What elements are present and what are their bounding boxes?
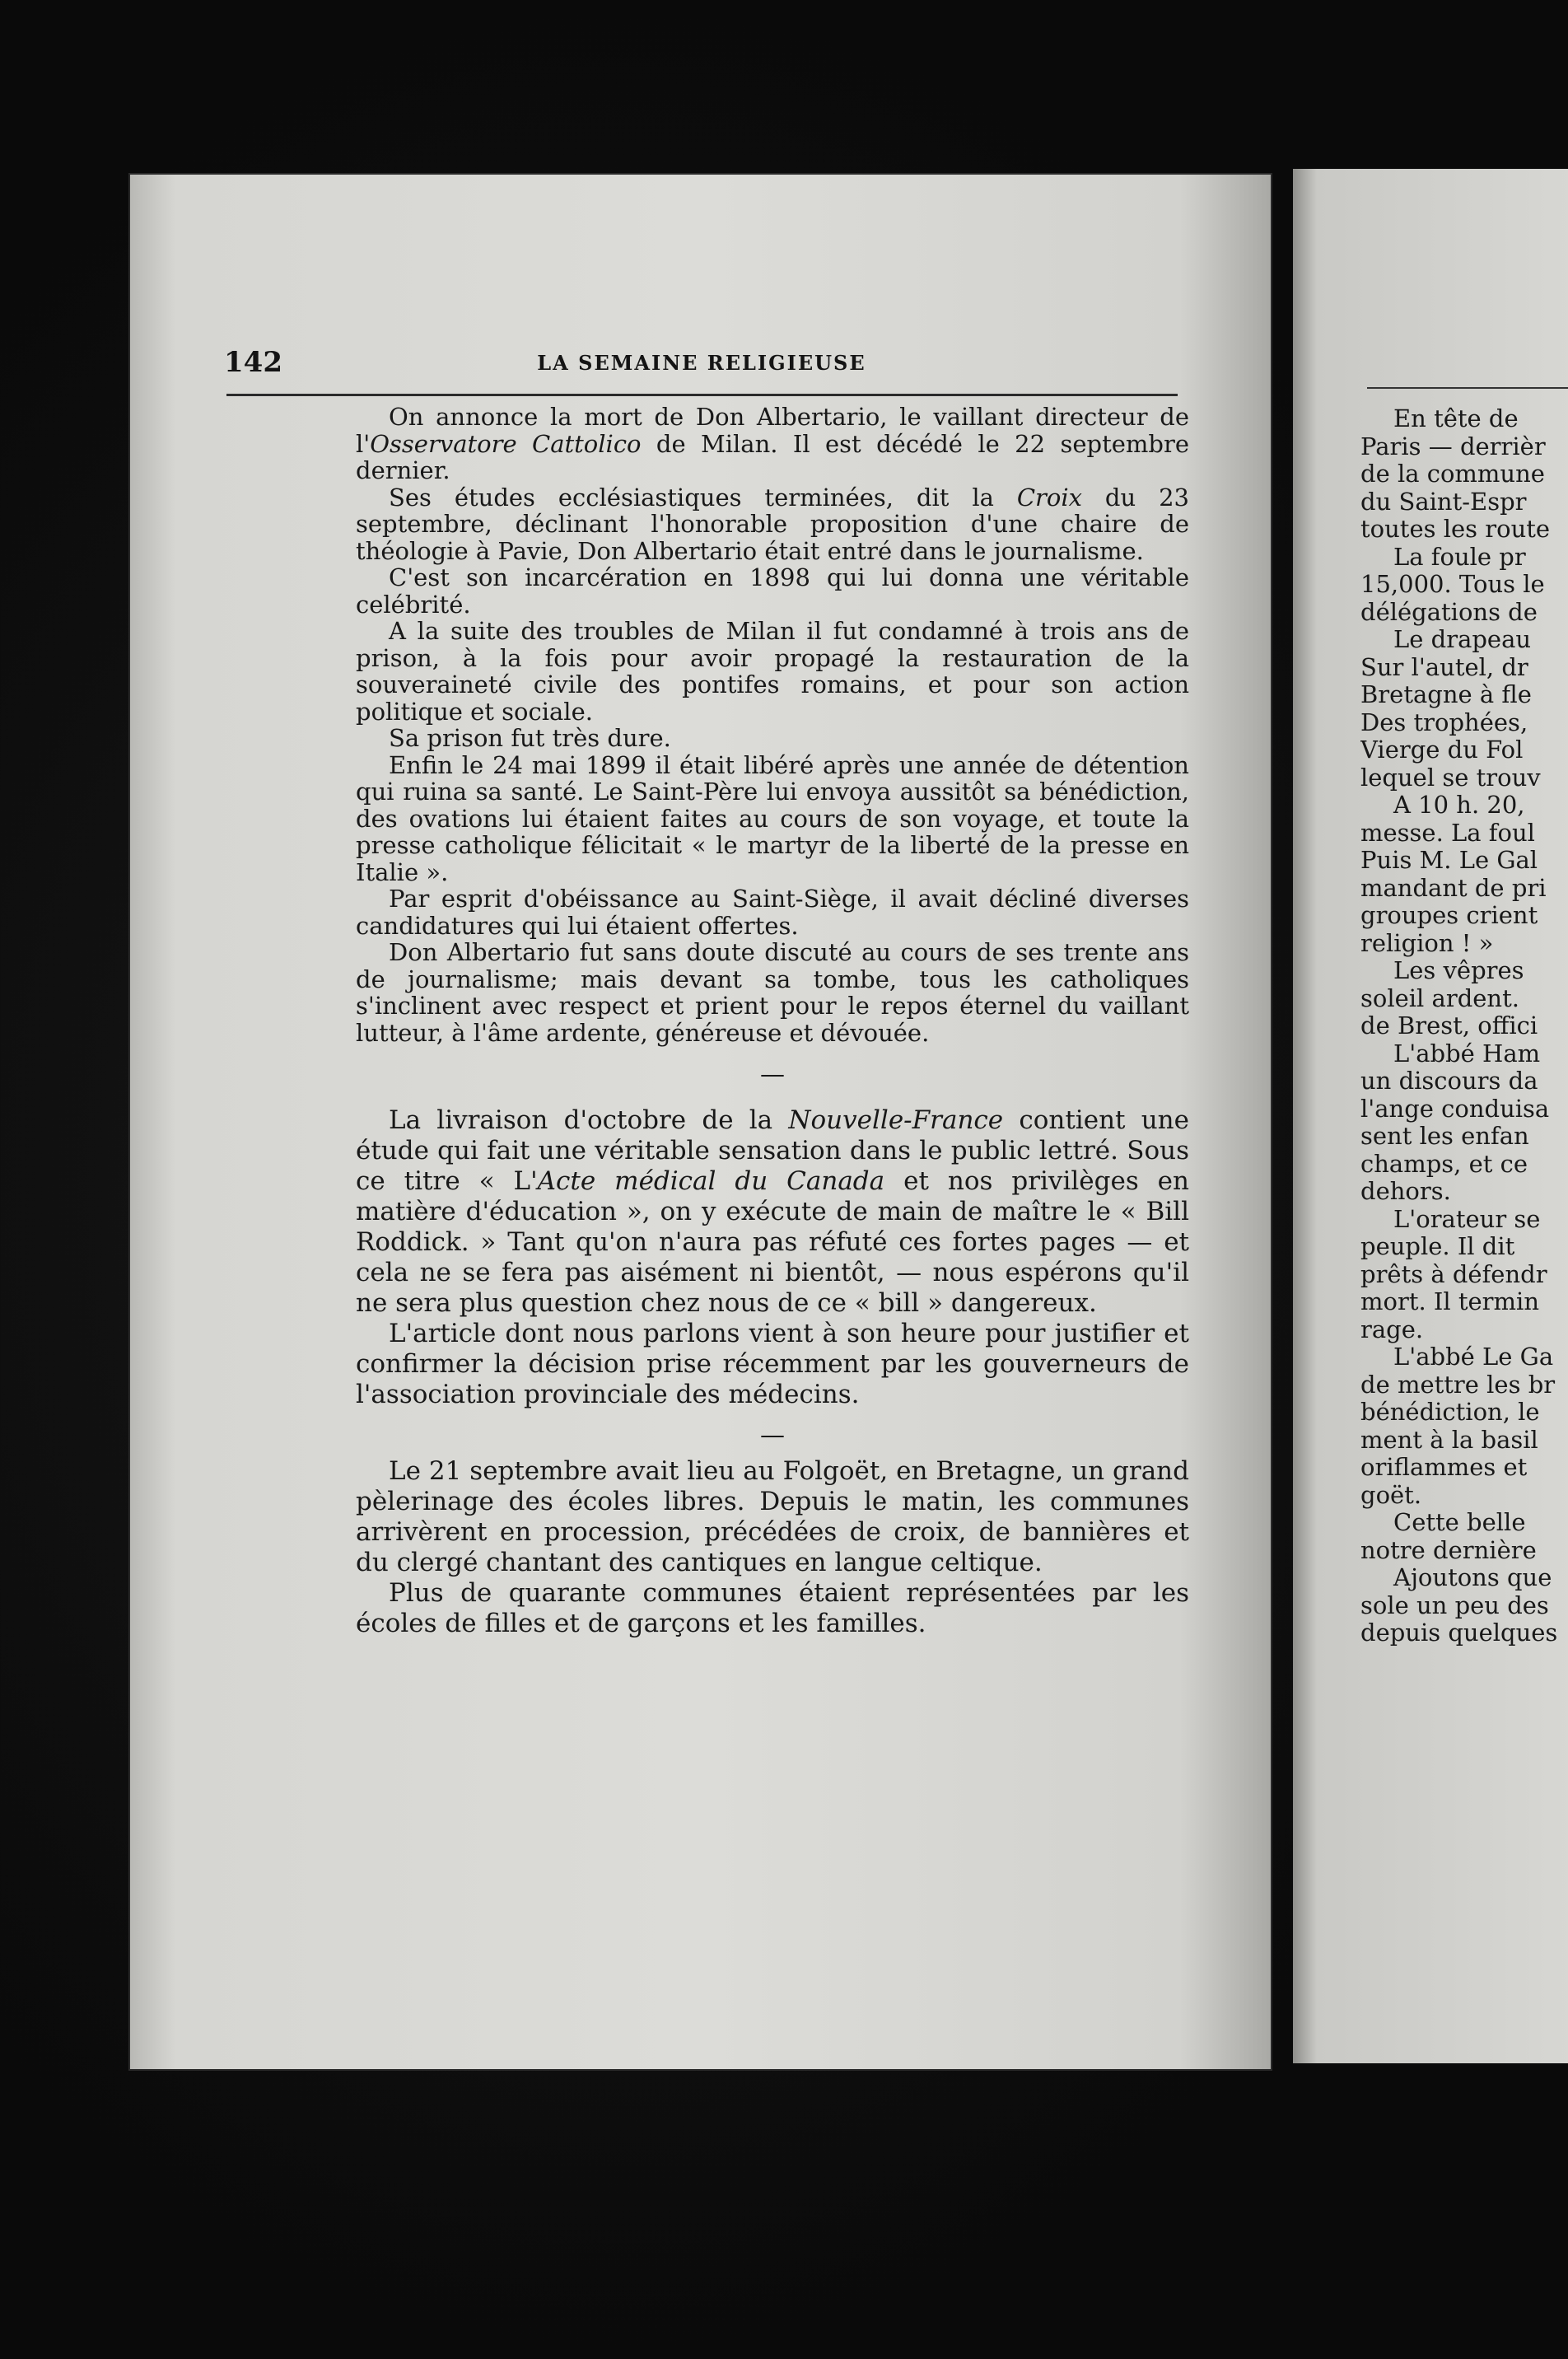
facing-page-line: groupes crient [1360, 901, 1538, 929]
facing-page-line: Vierge du Fol [1360, 736, 1524, 764]
paragraph: Don Albertario fut sans doute discuté au cours de ses trente ans de journalisme; mais devant sa tombe, tous les catholiques s'inclinent avec respect et prient pour le repos éternel du vaillant lutteur, à l'âme ardente, généreuse et dévouée. [356, 938, 1189, 1047]
main-text-column [356, 404, 1189, 1639]
facing-page-rule [1367, 387, 1568, 389]
facing-page-line: ment à la basil [1360, 1425, 1538, 1454]
facing-page-line: goët. [1360, 1480, 1422, 1509]
facing-page-line: peuple. Il dit [1360, 1232, 1515, 1260]
facing-page-line: soleil ardent. [1360, 983, 1519, 1012]
facing-page-line: Ajoutons que [1393, 1563, 1552, 1591]
facing-page-line: dehors. [1360, 1177, 1451, 1205]
facing-page-line: toutes les route [1360, 515, 1551, 543]
paragraph: A la suite des troubles de Milan il fut condamné à trois ans de prison, à la fois pour avoir propagé la restauration de la souveraineté civile des pontifes romains, et pour son action politique et sociale. [356, 617, 1189, 726]
italic-title: Croix [1016, 483, 1082, 512]
facing-page-text [1360, 405, 1568, 1647]
page-header [224, 346, 1179, 379]
facing-page-line: délégations de [1360, 597, 1538, 626]
paragraph: C'est son incarcération en 1898 qui lui donna une véritable celébrité. [356, 563, 1189, 619]
facing-page-line: rage. [1360, 1315, 1424, 1343]
facing-page-line: bénédiction, le [1360, 1398, 1540, 1426]
facing-page-line: sent les enfan [1360, 1122, 1529, 1150]
facing-page-line: mort. Il termin [1360, 1287, 1539, 1315]
facing-page-line: Sur l'autel, dr [1360, 652, 1528, 681]
facing-page-line: de Brest, offici [1360, 1011, 1538, 1039]
facing-page-line: Les vêpres [1393, 956, 1524, 984]
facing-page-line: La foule pr [1393, 542, 1526, 571]
facing-page-line: un discours da [1360, 1067, 1538, 1095]
paragraph: Par esprit d'obéissance au Saint-Siège, il avait décliné diverses candidatures qui lui étaient offertes. [356, 885, 1189, 940]
paragraph: Plus de quarante communes étaient représentées par les écoles de filles et de garçons et les familles. [356, 1578, 1189, 1638]
paragraph: Sa prison fut très dure. [389, 724, 671, 752]
facing-page-line: champs, et ce [1360, 1149, 1528, 1178]
paragraph: Le 21 septembre avait lieu au Folgoët, en Bretagne, un grand pèlerinage des écoles libres. Depuis le matin, les communes arrivèrent en procession, précédées de croix, de bannières et du clergé chantant des cantiques en langue celtique. [356, 1456, 1189, 1577]
facing-page-line: Paris — derrièr [1360, 432, 1546, 460]
facing-page-line: L'abbé Ham [1393, 1039, 1541, 1067]
facing-page-line: messe. La foul [1360, 818, 1535, 847]
facing-page-line: Des trophées, [1360, 708, 1528, 736]
facing-page-line: Cette belle [1393, 1508, 1526, 1536]
running-title: LA SEMAINE RELIGIEUSE [537, 351, 866, 375]
paragraph: On annonce la mort de Don Albertario, le vaillant directeur de l'Osservatore Cattolico de Milan. Il est décédé le 22 septembre dernier. [356, 403, 1189, 484]
facing-page-line: sole un peu des [1360, 1591, 1549, 1619]
section-separator: — [760, 1060, 785, 1089]
facing-page-line: du Saint-Espr [1360, 487, 1527, 516]
facing-page-line: mandant de pri [1360, 873, 1547, 902]
paragraph: Enfin le 24 mai 1899 il était libéré après une année de détention qui ruina sa santé. Le Saint-Père lui envoya aussitôt sa bénédiction, des ovations lui étaient faites au cours de son voyage, et toute la presse catholique félicitait « le martyr de la liberté de la presse en Italie ». [356, 750, 1189, 886]
facing-page-line: Bretagne à fle [1360, 680, 1532, 708]
paragraph: L'article dont nous parlons vient à son heure pour justifier et confirmer la décision prise récemment par les gouverneurs de l'association provinciale des médecins. [356, 1319, 1189, 1409]
facing-page-line: Le drapeau [1393, 625, 1532, 653]
facing-page-line: de la commune [1360, 460, 1545, 488]
facing-page-line: prêts à défendr [1360, 1259, 1547, 1288]
page-number: 142 [224, 346, 282, 379]
header-rule [226, 394, 1178, 396]
paragraph: La livraison d'octobre de la Nouvelle-France contient une étude qui fait une véritable sensation dans le public lettré. Sous ce titre « L'Acte médical du Canada et nos privilèges en matière d'éducation », on y exécute de main de maître le « Bill Roddick. » Tant qu'on n'aura pas réfuté ces fortes pages — et cela ne se fera pas aisément ni bientôt, — nous espérons qu'il ne sera plus question chez nous de ce « bill » dangereux. [356, 1105, 1189, 1318]
facing-page-line: L'orateur se [1393, 1204, 1541, 1233]
facing-page-line: L'abbé Le Ga [1393, 1343, 1554, 1371]
facing-page-line: de mettre les br [1360, 1370, 1556, 1399]
facing-page-line: religion ! » [1360, 928, 1494, 957]
italic-title: Acte médical du Canada [537, 1166, 885, 1196]
facing-page-line: l'ange conduisa [1360, 1094, 1550, 1123]
facing-page-line: depuis quelques [1360, 1619, 1558, 1647]
facing-page-line: oriflammes et [1360, 1453, 1528, 1481]
facing-page-line: Puis M. Le Gal [1360, 846, 1538, 874]
italic-title: Nouvelle-France [788, 1105, 1004, 1135]
paragraph: Ses études ecclésiastiques terminées, dit la Croix du 23 septembre, déclinant l'honorable proposition d'une chaire de théologie à Pavie, Don Albertario était entré dans le journalisme. [356, 483, 1189, 565]
italic-title: Osservatore Cattolico [370, 429, 642, 458]
facing-page-line: notre dernière [1360, 1535, 1537, 1564]
facing-page-line: lequel se trouv [1360, 763, 1541, 792]
facing-page-line: 15,000. Tous le [1360, 570, 1545, 598]
section-separator: — [760, 1421, 785, 1450]
facing-page-line: A 10 h. 20, [1393, 791, 1525, 819]
facing-page-line: En tête de [1393, 405, 1519, 432]
